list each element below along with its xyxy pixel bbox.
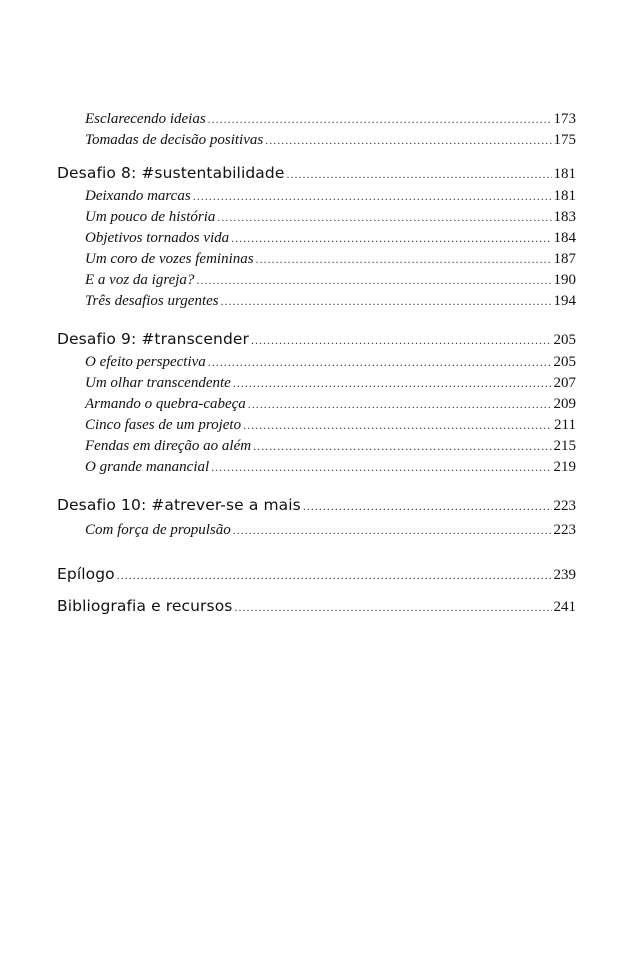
toc-entry-page: 207 xyxy=(553,375,576,391)
toc-entry[interactable] xyxy=(57,394,576,415)
toc-entry-page: 184 xyxy=(553,230,576,246)
toc-entry[interactable] xyxy=(57,373,576,394)
toc-entry[interactable] xyxy=(57,352,576,373)
toc-chapter-page: 239 xyxy=(553,567,576,583)
toc-entry-page: 183 xyxy=(553,209,576,225)
toc-bibliography[interactable] xyxy=(57,593,576,619)
toc-entry-title: O grande manancial xyxy=(85,459,210,475)
toc-entry-title: E a voz da igreja? xyxy=(85,272,195,288)
table-of-contents xyxy=(57,109,576,619)
toc-entry-page: 190 xyxy=(553,272,576,288)
toc-chapter-title: Epílogo xyxy=(57,565,115,583)
dot-leader xyxy=(211,457,551,478)
toc-entry[interactable] xyxy=(57,415,576,436)
toc-entry[interactable] xyxy=(57,207,576,228)
toc-entry-page: 187 xyxy=(553,251,576,267)
toc-entry[interactable] xyxy=(57,249,576,270)
toc-entry-title: Cinco fases de um projeto xyxy=(85,417,242,433)
toc-chapter-page: 181 xyxy=(553,166,576,182)
dot-leader xyxy=(193,186,552,207)
toc-entry-title: Um olhar transcendente xyxy=(85,375,231,391)
toc-chapter-title: Desafio 10: #atrever-se a mais xyxy=(57,496,301,514)
toc-chapter-10[interactable] xyxy=(57,492,576,518)
toc-entry-title: Fendas em direção ao além xyxy=(85,438,252,454)
toc-epilogue[interactable] xyxy=(57,561,576,587)
toc-entry[interactable] xyxy=(57,291,576,312)
dot-leader xyxy=(217,207,551,228)
toc-entry-title: Um pouco de história xyxy=(85,209,216,225)
toc-entry-title: Tomadas de decisão positivas xyxy=(85,132,264,148)
dot-leader xyxy=(208,109,552,130)
dot-leader xyxy=(251,327,552,353)
dot-leader xyxy=(117,562,552,588)
toc-chapter-page: 241 xyxy=(553,599,576,615)
toc-entry-page: 181 xyxy=(553,188,576,204)
toc-entry-title: Três desafios urgentes xyxy=(85,293,219,309)
toc-entry[interactable] xyxy=(57,130,576,151)
toc-entry-title: Com força de propulsão xyxy=(85,522,231,538)
toc-chapter-page: 205 xyxy=(553,332,576,348)
dot-leader xyxy=(208,352,552,373)
dot-leader xyxy=(248,394,552,415)
toc-entry-page: 215 xyxy=(553,438,576,454)
toc-entry-page: 175 xyxy=(553,132,576,148)
dot-leader xyxy=(286,161,551,187)
toc-chapter-title: Desafio 8: #sustentabilidade xyxy=(57,164,285,182)
toc-entry-title: Objetivos tornados vida xyxy=(85,230,230,246)
toc-entry[interactable] xyxy=(57,457,576,478)
toc-entry-page: 205 xyxy=(553,354,576,370)
toc-entry[interactable] xyxy=(57,228,576,249)
toc-entry-page: 173 xyxy=(553,111,576,127)
toc-entry-title: Um coro de vozes femininas xyxy=(85,251,254,267)
toc-entry-page: 223 xyxy=(553,522,576,538)
toc-entry[interactable] xyxy=(57,109,576,130)
dot-leader xyxy=(256,249,552,270)
toc-entry[interactable] xyxy=(57,436,576,457)
dot-leader xyxy=(265,130,551,151)
dot-leader xyxy=(233,373,552,394)
toc-chapter-title: Desafio 9: #transcender xyxy=(57,330,249,348)
toc-chapter-title: Bibliografia e recursos xyxy=(57,597,233,615)
toc-entry-title: O efeito perspectiva xyxy=(85,354,206,370)
toc-entry-title: Deixando marcas xyxy=(85,188,191,204)
dot-leader xyxy=(234,594,551,620)
toc-chapter-page: 223 xyxy=(553,498,576,514)
toc-entry[interactable] xyxy=(57,520,576,541)
dot-leader xyxy=(221,291,552,312)
toc-chapter-9[interactable] xyxy=(57,326,576,352)
toc-entry-page: 209 xyxy=(553,396,576,412)
toc-chapter-8[interactable] xyxy=(57,160,576,186)
dot-leader xyxy=(253,436,551,457)
toc-entry[interactable] xyxy=(57,270,576,291)
toc-entry[interactable] xyxy=(57,186,576,207)
toc-entry-title: Esclarecendo ideias xyxy=(85,111,206,127)
toc-entry-page: 219 xyxy=(553,459,576,475)
dot-leader xyxy=(196,270,551,291)
toc-entry-title: Armando o quebra-cabeça xyxy=(85,396,246,412)
dot-leader xyxy=(303,493,552,519)
dot-leader xyxy=(233,520,552,541)
dot-leader xyxy=(243,415,552,436)
toc-entry-page: 211 xyxy=(554,417,576,433)
toc-entry-page: 194 xyxy=(553,293,576,309)
dot-leader xyxy=(231,228,551,249)
